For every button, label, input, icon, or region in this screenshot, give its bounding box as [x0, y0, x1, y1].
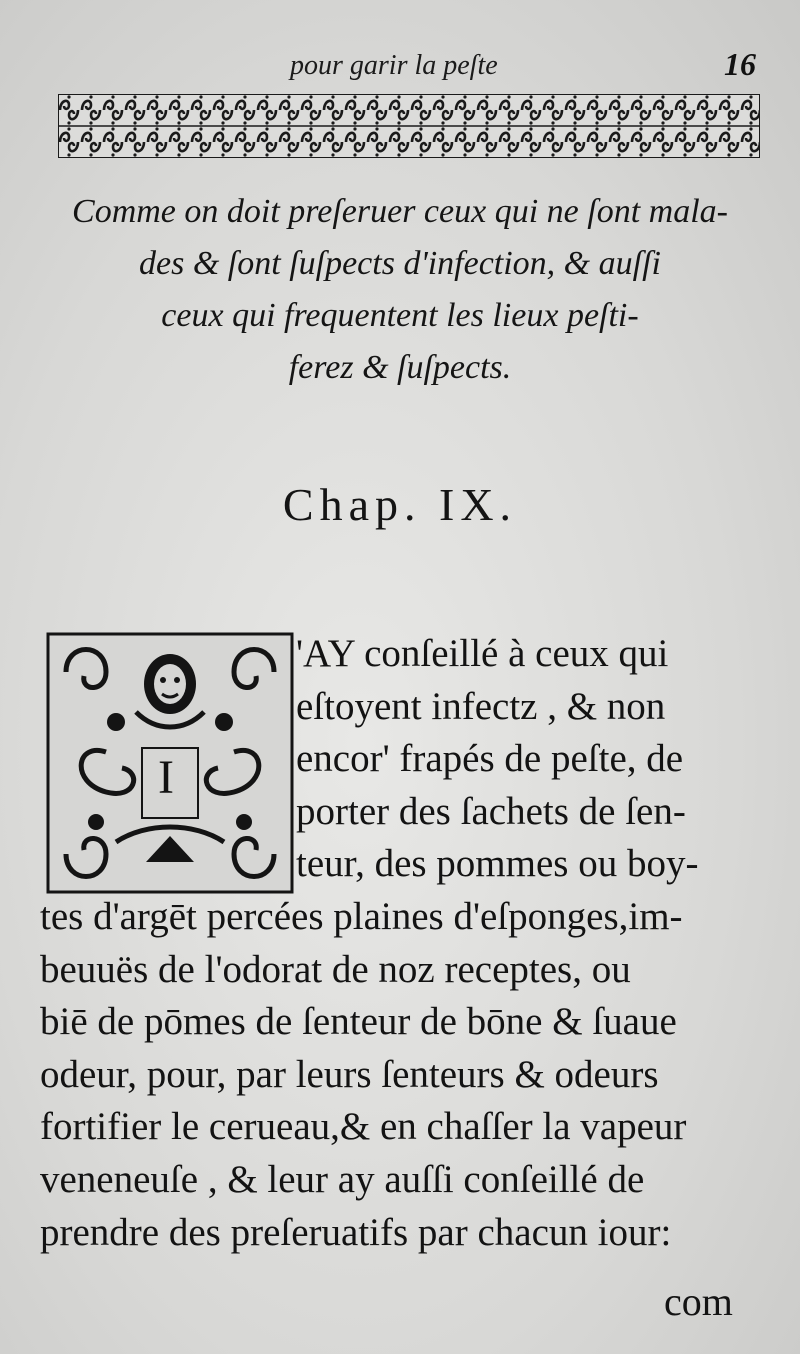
text-line: odeur, pour, par leurs ſenteurs & odeurs — [40, 1052, 659, 1096]
ornamental-headpiece-icon — [58, 94, 760, 158]
heading-line: ceux qui frequentent les lieux peſti- — [161, 297, 639, 334]
text-line: eſtoyent infectz , & non — [296, 684, 666, 728]
text-line: teur, des pommes ou boy- — [296, 842, 699, 886]
chapter-heading — [40, 186, 760, 394]
text-line: veneneuſe , & leur ay auſſi conſeillé de — [40, 1157, 645, 1201]
running-title: pour garir la peſte — [290, 50, 498, 81]
running-head — [0, 46, 800, 90]
text-line: biē de pōmes de ſenteur de bōne & ſuaue — [40, 1000, 677, 1044]
chapter-number: Chap. IX. — [282, 479, 518, 530]
text-line: beuuës de l'odorat de noz receptes, ou — [40, 947, 631, 991]
catchword: com — [664, 1279, 733, 1324]
text-line: prendre des preſeruatifs par chacun iour: — [40, 1210, 672, 1254]
text-line: porter des ſachets de ſen- — [296, 789, 686, 833]
heading-line: Comme on doit preſeruer ceux qui ne ſont mala- — [72, 193, 728, 230]
page-number: 16 — [724, 46, 756, 82]
text-line: tes d'argēt percées plaines d'eſponges,im- — [40, 894, 683, 938]
text-line: encor' frapés de peſte, de — [296, 737, 684, 781]
heading-line: des & ſont ſuſpects d'infection, & auſſi — [139, 245, 661, 282]
heading-line: ferez & ſuſpects. — [288, 349, 512, 386]
text-line: 'AY conſeillé à ceux qui — [296, 632, 669, 675]
text-line: fortifier le cerueau,& en chaſſer la vapeur — [40, 1105, 687, 1149]
body-paragraph — [40, 628, 760, 1259]
initial-letter: I — [158, 751, 174, 804]
